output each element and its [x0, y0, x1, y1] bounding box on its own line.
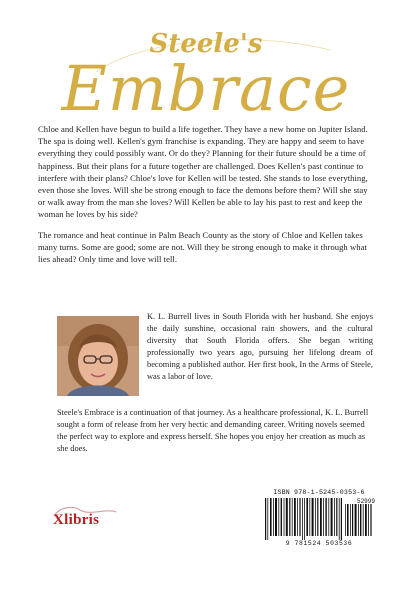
price-code: 52999 — [356, 498, 375, 505]
author-bio-part-2: Steele's Embrace is a continuation of that journey. As a healthcare professional, K. L. Burrell sought a form of release from her very hectic and demanding career. Writing novels seemed the perfect way to explore and express herself. She hopes you enjoy her creation as much as she does. — [57, 408, 369, 453]
isbn-barcode — [261, 489, 377, 549]
author-bio-part-1: K. L. Burrell lives in South Florida with her husband. She enjoys the daily sunshine, occasional rain showers, and the cultural diversity that South Florida offers. She began writing professionally two years ago, pursuing her lifelong dream of becoming a published author. Her first book, In the Arms of Steele, was a labor of love. — [147, 312, 373, 381]
book-title — [0, 10, 412, 118]
blurb-paragraph-1: Chloe and Kellen have begun to build a life together. They have a new home on Jupiter Island. The spa is doing well. Kellen's gym franchise is expanding. They are happy and seem to have everything they could possibly want. Or do they? Planning for their future should be a time of happiness. But their plans for a future together are challenged. Does Kellen's past continue to interfere with their plans? Chloe's love for Kellen will be tested. She stands to lose everything, even those she loves. Will she be strong enough to face the demons before them? Will she stay or walk away from the man she loves? Will Kellen be able to lay his past to rest and keep the woman he loves by his side? — [38, 124, 368, 220]
isbn-text: ISBN 978-1-5245-0353-6 — [273, 489, 365, 496]
author-bio — [57, 311, 373, 453]
barcode-digits: 9 781524 503536 — [285, 540, 353, 547]
title-line-2: Embrace — [61, 52, 351, 118]
publisher-logo: Xlibris — [53, 512, 100, 528]
author-photo — [57, 316, 139, 396]
title-line-1: Steele's — [149, 29, 263, 59]
blurb-paragraph-2: The romance and heat continue in Palm Beach County as the story of Chloe and Kellen takes many turns. Some are good; some are not. Will they be strong enough to make it through what lies ahead? Only time and love will tell. — [38, 229, 367, 265]
title-graphic — [0, 10, 412, 118]
book-blurb — [38, 123, 376, 273]
